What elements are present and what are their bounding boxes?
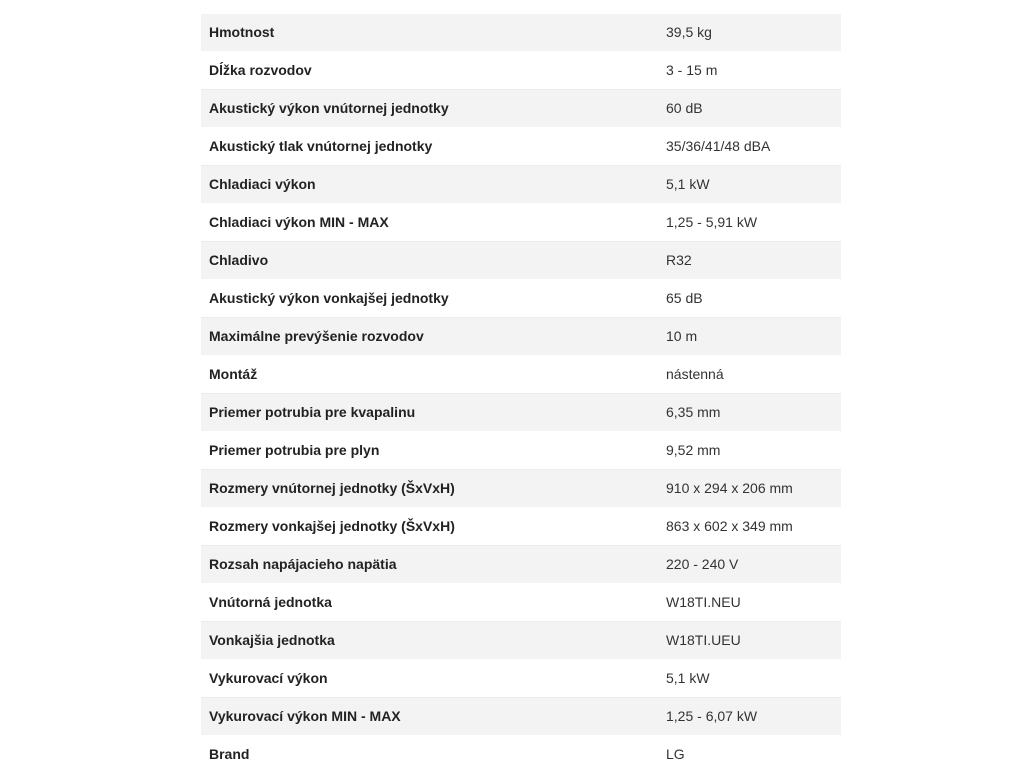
spec-label: Vonkajšia jednotka	[201, 622, 658, 660]
spec-label: Hmotnost	[201, 14, 658, 52]
spec-value: 9,52 mm	[658, 432, 841, 470]
spec-label: Vykurovací výkon MIN - MAX	[201, 698, 658, 736]
spec-label: Brand	[201, 736, 658, 768]
spec-value: 60 dB	[658, 90, 841, 128]
spec-value: 65 dB	[658, 280, 841, 318]
table-row	[201, 508, 841, 546]
table-row	[201, 280, 841, 318]
spec-value: 3 - 15 m	[658, 52, 841, 90]
spec-value: nástenná	[658, 356, 841, 394]
spec-label: Montáž	[201, 356, 658, 394]
spec-value: 220 - 240 V	[658, 546, 841, 584]
table-row	[201, 318, 841, 356]
table-row	[201, 52, 841, 90]
spec-value: 5,1 kW	[658, 660, 841, 698]
spec-label: Rozsah napájacieho napätia	[201, 546, 658, 584]
spec-value: 1,25 - 5,91 kW	[658, 204, 841, 242]
spec-label: Priemer potrubia pre kvapalinu	[201, 394, 658, 432]
spec-label: Vnútorná jednotka	[201, 584, 658, 622]
spec-label: Priemer potrubia pre plyn	[201, 432, 658, 470]
spec-label: Maximálne prevýšenie rozvodov	[201, 318, 658, 356]
table-row	[201, 128, 841, 166]
spec-value: LG	[658, 736, 841, 768]
spec-value: 10 m	[658, 318, 841, 356]
spec-label: Akustický výkon vonkajšej jednotky	[201, 280, 658, 318]
spec-value: 863 x 602 x 349 mm	[658, 508, 841, 546]
spec-value: 910 x 294 x 206 mm	[658, 470, 841, 508]
spec-value: 1,25 - 6,07 kW	[658, 698, 841, 736]
table-row	[201, 470, 841, 508]
table-row	[201, 356, 841, 394]
table-row	[201, 90, 841, 128]
specification-table	[201, 14, 841, 768]
spec-value: 35/36/41/48 dBA	[658, 128, 841, 166]
spec-label: Akustický výkon vnútornej jednotky	[201, 90, 658, 128]
spec-label: Chladivo	[201, 242, 658, 280]
table-row	[201, 14, 841, 52]
table-row	[201, 698, 841, 736]
table-row	[201, 736, 841, 768]
table-row	[201, 622, 841, 660]
specification-table-body	[201, 14, 841, 768]
spec-label: Akustický tlak vnútornej jednotky	[201, 128, 658, 166]
table-row	[201, 660, 841, 698]
spec-value: 39,5 kg	[658, 14, 841, 52]
spec-label: Rozmery vnútornej jednotky (ŠxVxH)	[201, 470, 658, 508]
table-row	[201, 242, 841, 280]
spec-value: R32	[658, 242, 841, 280]
spec-value: 5,1 kW	[658, 166, 841, 204]
spec-value: 6,35 mm	[658, 394, 841, 432]
table-row	[201, 166, 841, 204]
spec-value: W18TI.UEU	[658, 622, 841, 660]
spec-label: Dĺžka rozvodov	[201, 52, 658, 90]
spec-label: Vykurovací výkon	[201, 660, 658, 698]
table-row	[201, 546, 841, 584]
spec-label: Rozmery vonkajšej jednotky (ŠxVxH)	[201, 508, 658, 546]
spec-value: W18TI.NEU	[658, 584, 841, 622]
table-row	[201, 432, 841, 470]
table-row	[201, 394, 841, 432]
spec-label: Chladiaci výkon	[201, 166, 658, 204]
table-row	[201, 584, 841, 622]
table-row	[201, 204, 841, 242]
spec-label: Chladiaci výkon MIN - MAX	[201, 204, 658, 242]
